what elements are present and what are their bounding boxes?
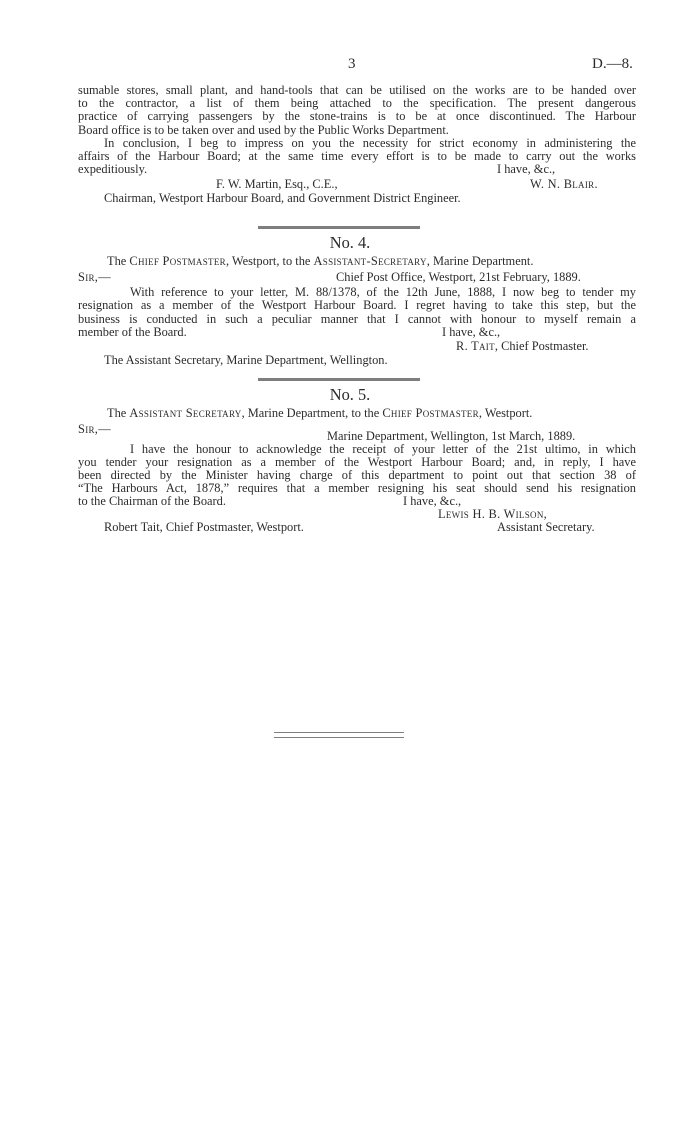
conclusion-line-1: In conclusion, I beg to impress on you the necessity for strict economy in administering the bbox=[104, 136, 636, 150]
sender-title: Chief Postmaster bbox=[129, 254, 226, 268]
letter-4-body-line-4: member of the Board. bbox=[78, 325, 187, 339]
letter-5-body-line-1: I have the honour to acknowledge the receipt of your letter of the 21st ultimo, in which bbox=[130, 442, 636, 456]
letter-4-addressee: The Assistant Secretary, Marine Department, Wellington. bbox=[104, 353, 388, 367]
letter-4-body-line-2: resignation as a member of the Westport Harbour Board. I regret having to take this step, but the bbox=[78, 298, 636, 312]
letter-5-body-line-4: “The Harbours Act, 1878,” requires that a member resigning his seat should send his resignation bbox=[78, 481, 636, 495]
from-to-middle: , Westport, to the bbox=[225, 254, 311, 268]
conclusion-line-3: expeditiously. bbox=[78, 162, 148, 176]
addressee-title: Chairman, Westport Harbour Board, and Government District Engineer. bbox=[104, 191, 461, 205]
from-to-suffix: , Westport. bbox=[478, 406, 533, 420]
addressee-name: F. W. Martin, Esq., C.E., bbox=[216, 177, 338, 191]
document-reference: D.—8. bbox=[592, 56, 633, 72]
from-to-suffix: , Marine Department. bbox=[426, 254, 534, 268]
letter-5-body-line-2: you tender your resignation as a member of the Westport Harbour Board; and, in reply, I have bbox=[78, 455, 636, 469]
from-to-prefix: The bbox=[107, 254, 127, 268]
letter-5-heading: No. 5. bbox=[329, 385, 371, 404]
letter-4-body-line-1: With reference to your letter, M. 88/1378, of the 12th June, 1888, I now beg to tender my bbox=[130, 285, 636, 299]
letter-5-dateline: Marine Department, Wellington, 1st March, 1889. bbox=[327, 429, 576, 443]
section-divider bbox=[258, 378, 420, 381]
sender-title: Assistant Secretary bbox=[129, 406, 242, 420]
letter-5-signature-name: Lewis H. B. Wilson, bbox=[438, 507, 548, 521]
continuation-line-1: sumable stores, small plant, and hand-tools that can be utilised on the works are to be handed over bbox=[78, 83, 636, 97]
letter-4-heading: No. 4. bbox=[329, 233, 371, 252]
letter-4-body-line-3: business is conducted in such a peculiar manner that I cannot with honour to myself remain a bbox=[78, 312, 636, 326]
letter-5-salutation: Sir,— bbox=[78, 422, 111, 436]
letter-5-closing: I have, &c., bbox=[403, 494, 462, 508]
from-to-middle: , Marine Department, to the bbox=[241, 406, 380, 420]
from-to-prefix: The bbox=[107, 406, 127, 420]
letter-4-signature bbox=[456, 340, 589, 353]
continuation-line-2: to the contractor, a list of them being attached to the specification. The present dangerous bbox=[78, 96, 636, 110]
letter-5-addressee: Robert Tait, Chief Postmaster, Westport. bbox=[104, 520, 304, 534]
continuation-line-4: Board office is to be taken over and used by the Public Works Department. bbox=[78, 123, 449, 137]
letter-4-from-to bbox=[107, 255, 533, 268]
conclusion-line-2: affairs of the Harbour Board; at the same time every effort is to be made to carry out the works bbox=[78, 149, 636, 163]
letter-5-signature-title: Assistant Secretary. bbox=[497, 520, 595, 534]
letter-5-body-line-3: been directed by the Minister having charge of this department to point out that section 38 of bbox=[78, 468, 636, 482]
section-divider bbox=[258, 226, 420, 229]
letter-5-from-to bbox=[107, 407, 532, 420]
letter-4-dateline: Chief Post Office, Westport, 21st February, 1889. bbox=[336, 270, 581, 284]
letter-4-salutation: Sir,— bbox=[78, 270, 111, 284]
signature-name: R. Tait bbox=[456, 339, 495, 353]
letter-5-body-line-5: to the Chairman of the Board. bbox=[78, 494, 226, 508]
recipient-title: Chief Postmaster bbox=[382, 406, 479, 420]
signature: W. N. Blair. bbox=[530, 177, 598, 191]
closing-phrase: I have, &c., bbox=[497, 162, 556, 176]
letter-4-closing: I have, &c., bbox=[442, 325, 501, 339]
signature-title: , Chief Postmaster. bbox=[494, 339, 589, 353]
recipient-title: Assistant-Secretary bbox=[313, 254, 427, 268]
continuation-line-3: practice of carrying passengers by the stone-trains is to be at once discontinued. The Harbour bbox=[78, 109, 636, 123]
end-divider bbox=[274, 732, 404, 738]
page-number: 3 bbox=[348, 56, 356, 72]
